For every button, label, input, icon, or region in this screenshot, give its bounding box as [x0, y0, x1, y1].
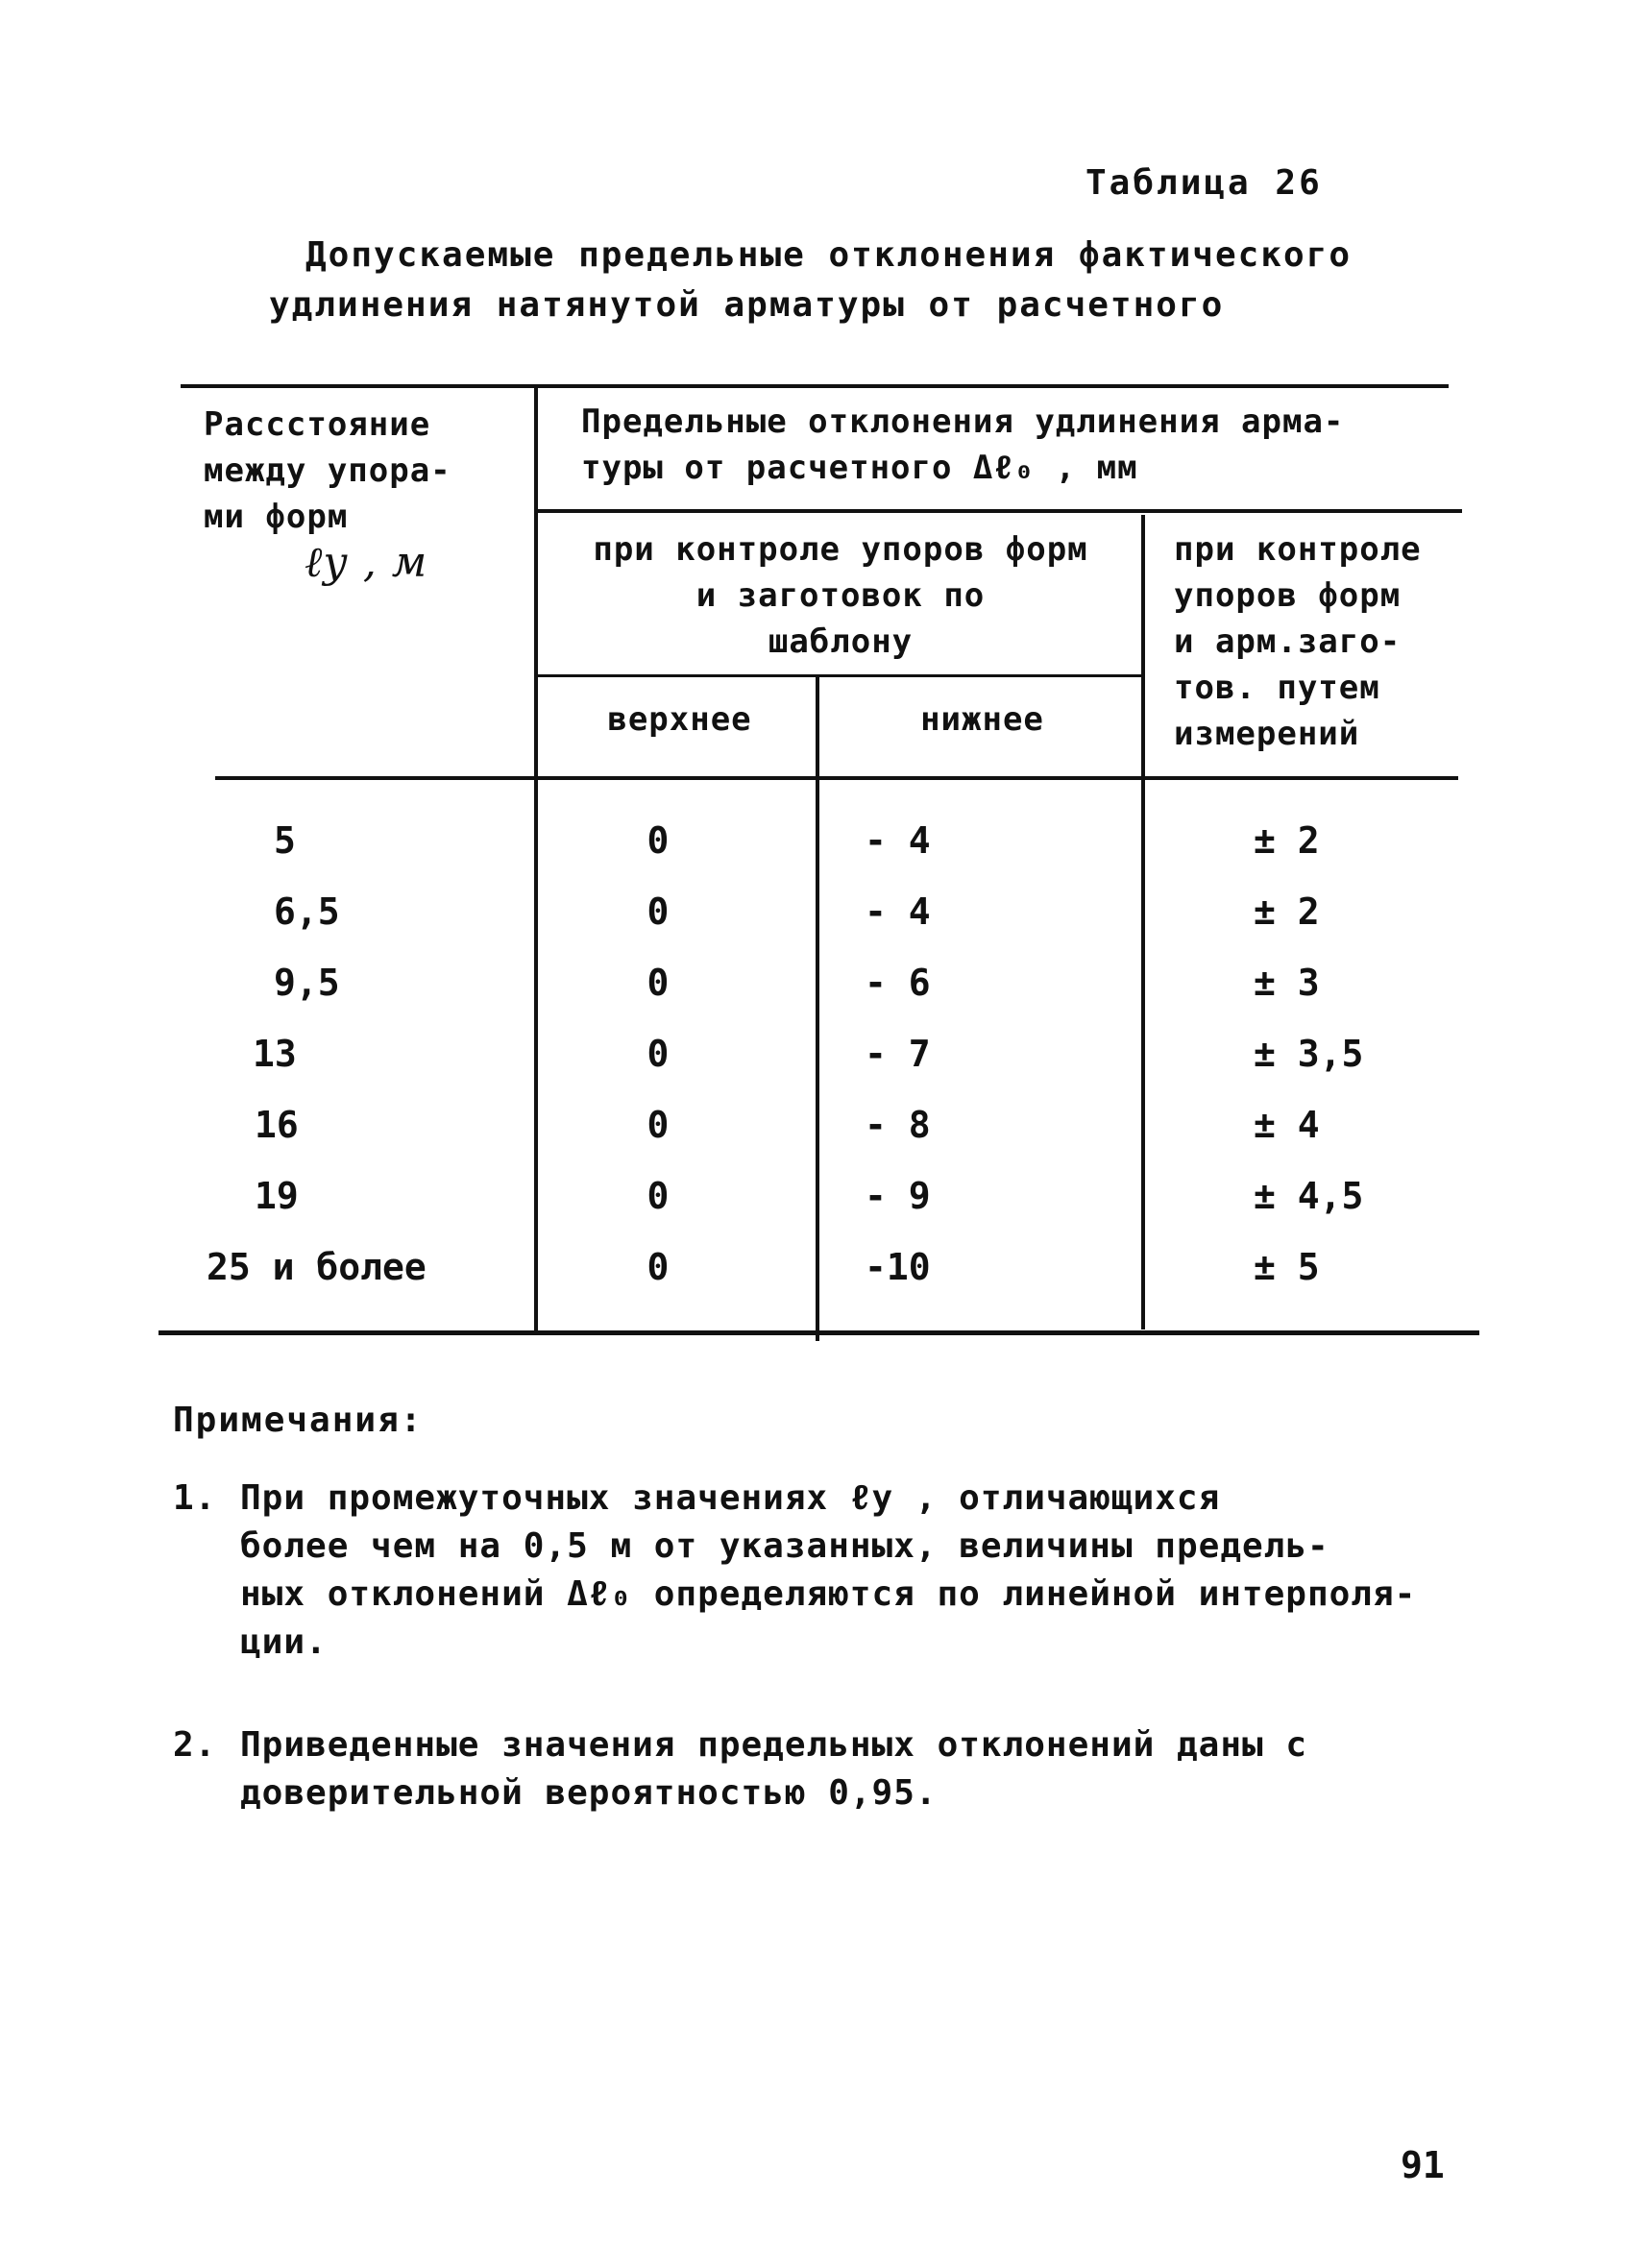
table-row [0, 1104, 1634, 1175]
cell-distance: 9,5 [274, 962, 340, 1004]
cell-measured: ± 2 [1254, 890, 1320, 933]
cell-upper: 0 [646, 962, 670, 1004]
header-measurement-line: тов. путем [1174, 669, 1380, 707]
table-row [0, 1175, 1634, 1246]
table-number: Таблица 26 [1085, 163, 1323, 203]
table-row [0, 890, 1634, 962]
cell-lower: - 6 [865, 962, 931, 1004]
header-deviation-line: Предельные отклонения удлинения арма- [581, 402, 1345, 441]
cell-distance: 25 и более [207, 1246, 427, 1288]
header-distance-line: ми форм [204, 498, 349, 536]
deviation-header-rule [538, 509, 1462, 513]
table-top-rule [181, 384, 1449, 388]
header-distance-line: Рассстояние [204, 405, 431, 444]
cell-upper: 0 [646, 1246, 670, 1288]
note-line: При промежуточных значениях ℓу , отличающихся [240, 1478, 1221, 1518]
page-number: 91 [1401, 2144, 1445, 2186]
cell-upper: 0 [646, 819, 670, 862]
cell-distance: 16 [255, 1104, 299, 1146]
cell-lower: - 9 [865, 1175, 931, 1217]
table-row [0, 819, 1634, 890]
cell-distance: 6,5 [274, 890, 340, 933]
note-line: ции. [240, 1622, 328, 1662]
cell-distance: 13 [253, 1033, 297, 1075]
note-line: более чем на 0,5 м от указанных, величины предель- [240, 1526, 1329, 1566]
header-measurement-line: и арм.заго- [1174, 622, 1402, 661]
cell-upper: 0 [646, 890, 670, 933]
header-measurement-line: измерений [1174, 715, 1360, 753]
note-number: 2. [173, 1725, 217, 1765]
cell-lower: - 4 [865, 890, 931, 933]
caption-line: удлинения натянутой арматуры от расчетного [269, 285, 1225, 325]
table-row [0, 962, 1634, 1033]
cell-upper: 0 [646, 1175, 670, 1217]
cell-measured: ± 5 [1254, 1246, 1320, 1288]
header-template-line: при контроле упоров форм [593, 530, 1088, 569]
caption-line: Допускаемые предельные отклонения фактического [305, 235, 1352, 275]
note-text [240, 1721, 1479, 1817]
cell-measured: ± 2 [1254, 819, 1320, 862]
header-upper: верхнее [607, 700, 752, 739]
notes-title: Примечания: [173, 1401, 424, 1440]
cell-lower: - 4 [865, 819, 931, 862]
table-row [0, 1246, 1634, 1317]
note-line: доверительной вероятностью 0,95. [240, 1773, 938, 1813]
table-row [0, 1033, 1634, 1104]
header-template-line: шаблону [768, 622, 914, 661]
note-number: 1. [173, 1478, 217, 1518]
cell-upper: 0 [646, 1033, 670, 1075]
cell-measured: ± 4,5 [1254, 1175, 1364, 1217]
cell-distance: 19 [255, 1175, 299, 1217]
note-item [173, 1475, 1499, 1686]
note-line: ных отклонений Δℓ₀ определяются по линейной интерполя- [240, 1574, 1417, 1614]
header-lower: нижнее [920, 700, 1044, 739]
header-template-control [543, 526, 1138, 665]
cell-upper: 0 [646, 1104, 670, 1146]
note-text [240, 1475, 1479, 1667]
header-distance [204, 402, 530, 586]
table-body [0, 819, 1634, 1317]
cell-measured: ± 3,5 [1254, 1033, 1364, 1075]
cell-lower: -10 [865, 1246, 931, 1288]
table-caption [269, 231, 1479, 330]
cell-lower: - 8 [865, 1104, 931, 1146]
header-deviation-line: туры от расчетного Δℓ₀ , мм [581, 449, 1138, 487]
note-item [173, 1721, 1499, 1837]
cell-measured: ± 3 [1254, 962, 1320, 1004]
note-line: Приведенные значения предельных отклонений даны с [240, 1725, 1308, 1765]
cell-measured: ± 4 [1254, 1104, 1320, 1146]
cell-distance: 5 [274, 819, 296, 862]
template-header-rule [538, 674, 1141, 677]
header-measurement-line: упоров форм [1174, 576, 1402, 615]
header-template-line: и заготовок по [695, 576, 986, 615]
header-distance-symbol: ℓу , м [305, 538, 428, 587]
header-measurement-line: при контроле [1174, 530, 1422, 569]
cell-lower: - 7 [865, 1033, 931, 1075]
header-measurement-control [1174, 526, 1481, 757]
header-distance-line: между упора- [204, 451, 451, 490]
header-deviation [581, 399, 1465, 491]
header-bottom-rule [215, 776, 1458, 780]
